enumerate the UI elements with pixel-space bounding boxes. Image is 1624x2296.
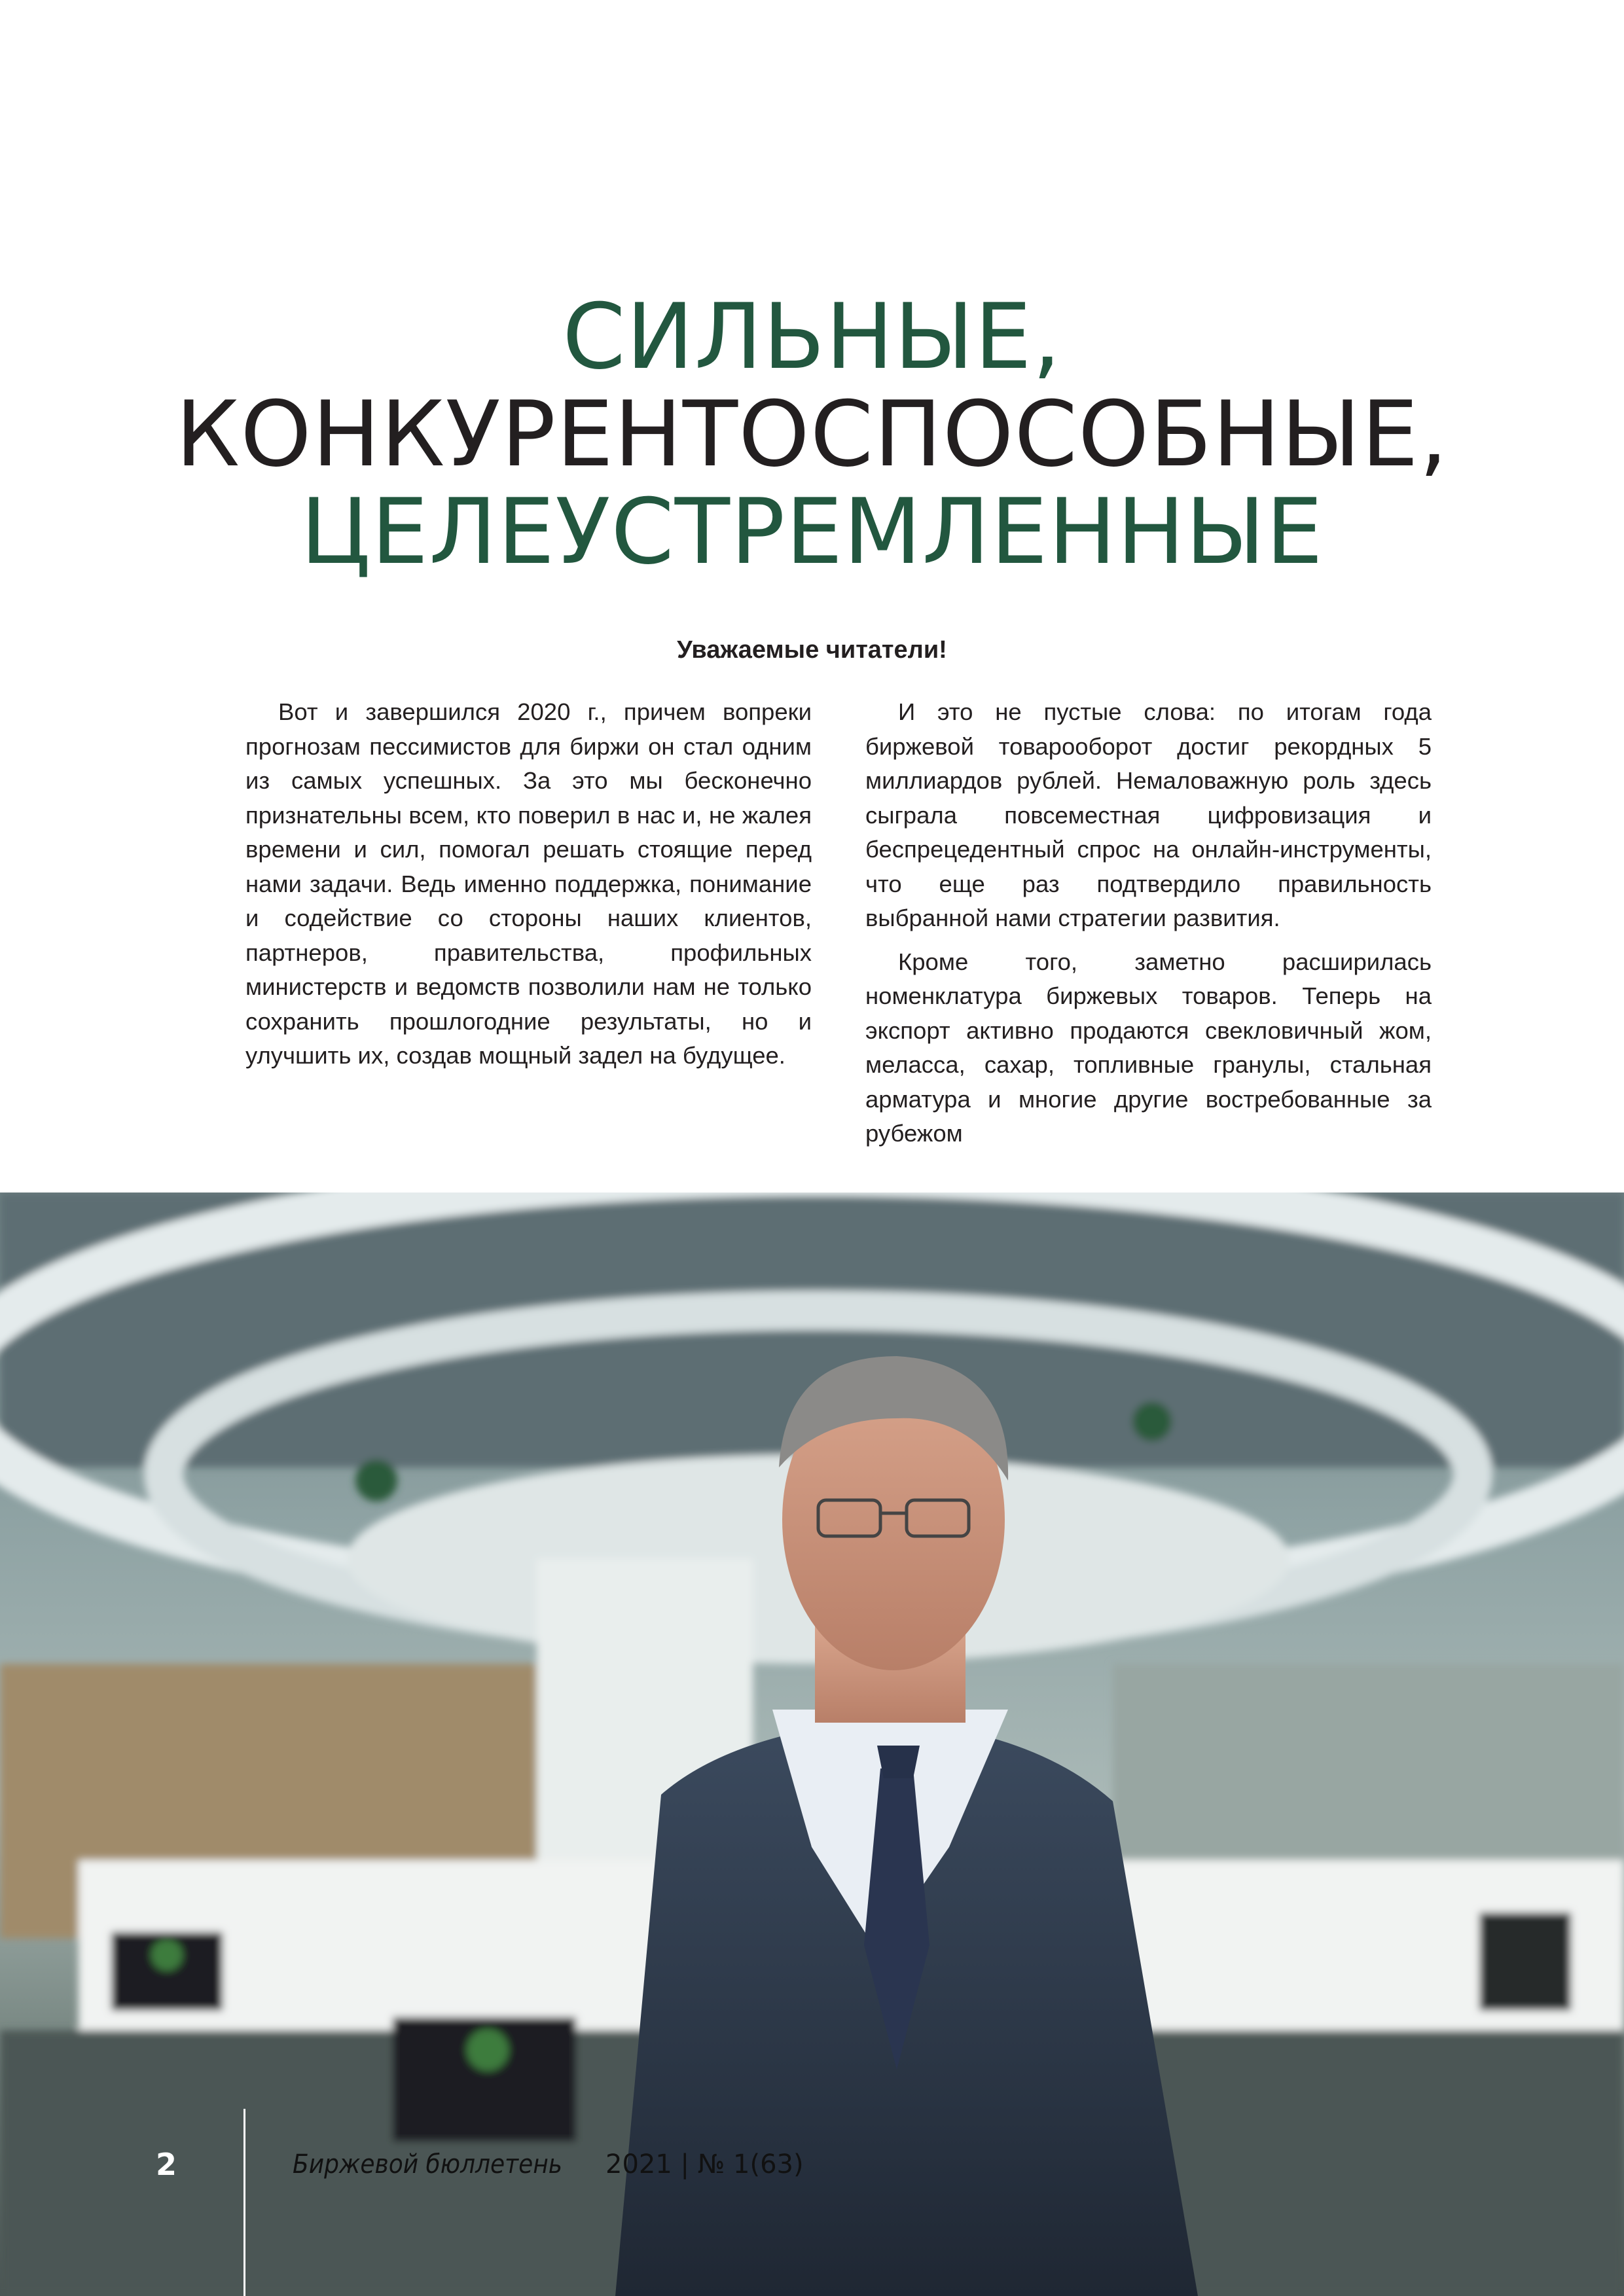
paragraph: Кроме того, заметно расширилась номенклатура биржевых товаров. Теперь на экспорт активно продаются свекловичный жом, меласса, сахар, топливные гранулы, стальная арматура и многие другие востребованные за рубежом	[865, 948, 1432, 1147]
headline-line-3: ЦЕЛЕУСТРЕМЛЕННЫЕ	[300, 479, 1324, 585]
publication-title: Биржевой бюллетень	[293, 2149, 563, 2179]
paragraph: Вот и завершился 2020 г., причем вопреки прогнозам пессимистов для биржи он стал одним из самых успешных. За это мы бесконечно признательны всем, кто поверил в нас и, не жалея времени и сил, помогал решать стоящие перед нами задачи. Ведь именно поддержка, понимание и содействие со стороны наших клиентов, партнеров, правительства, профильных министерств и ведомств позволили нам не только сохранить прошлогодние результаты, но и улучшить их, создав мощный задел на будущее.	[245, 698, 812, 1069]
issue-number: 2021 | № 1(63)	[605, 2149, 804, 2179]
body-column-right	[865, 695, 1432, 1160]
headline-line-2: КОНКУРЕНТОСПОСОБНЫЕ,	[175, 382, 1449, 488]
headline	[0, 284, 1624, 585]
paragraph: И это не пустые слова: по итогам года биржевой товарооборот достиг рекордных 5 миллиардов рублей. Немаловажную роль здесь сыграла повсеместная цифровизация и беспрецедентный спрос на онлайн-инструменты, что еще раз подтвердило правильность выбранной нами стратегии развития.	[865, 698, 1432, 931]
greeting: Уважаемые читатели!	[677, 636, 947, 664]
headline-line-1: СИЛЬНЫЕ,	[562, 284, 1062, 389]
page-number: 2	[156, 2147, 177, 2182]
body-column-left	[245, 695, 812, 1083]
footer-divider	[244, 2109, 245, 2296]
